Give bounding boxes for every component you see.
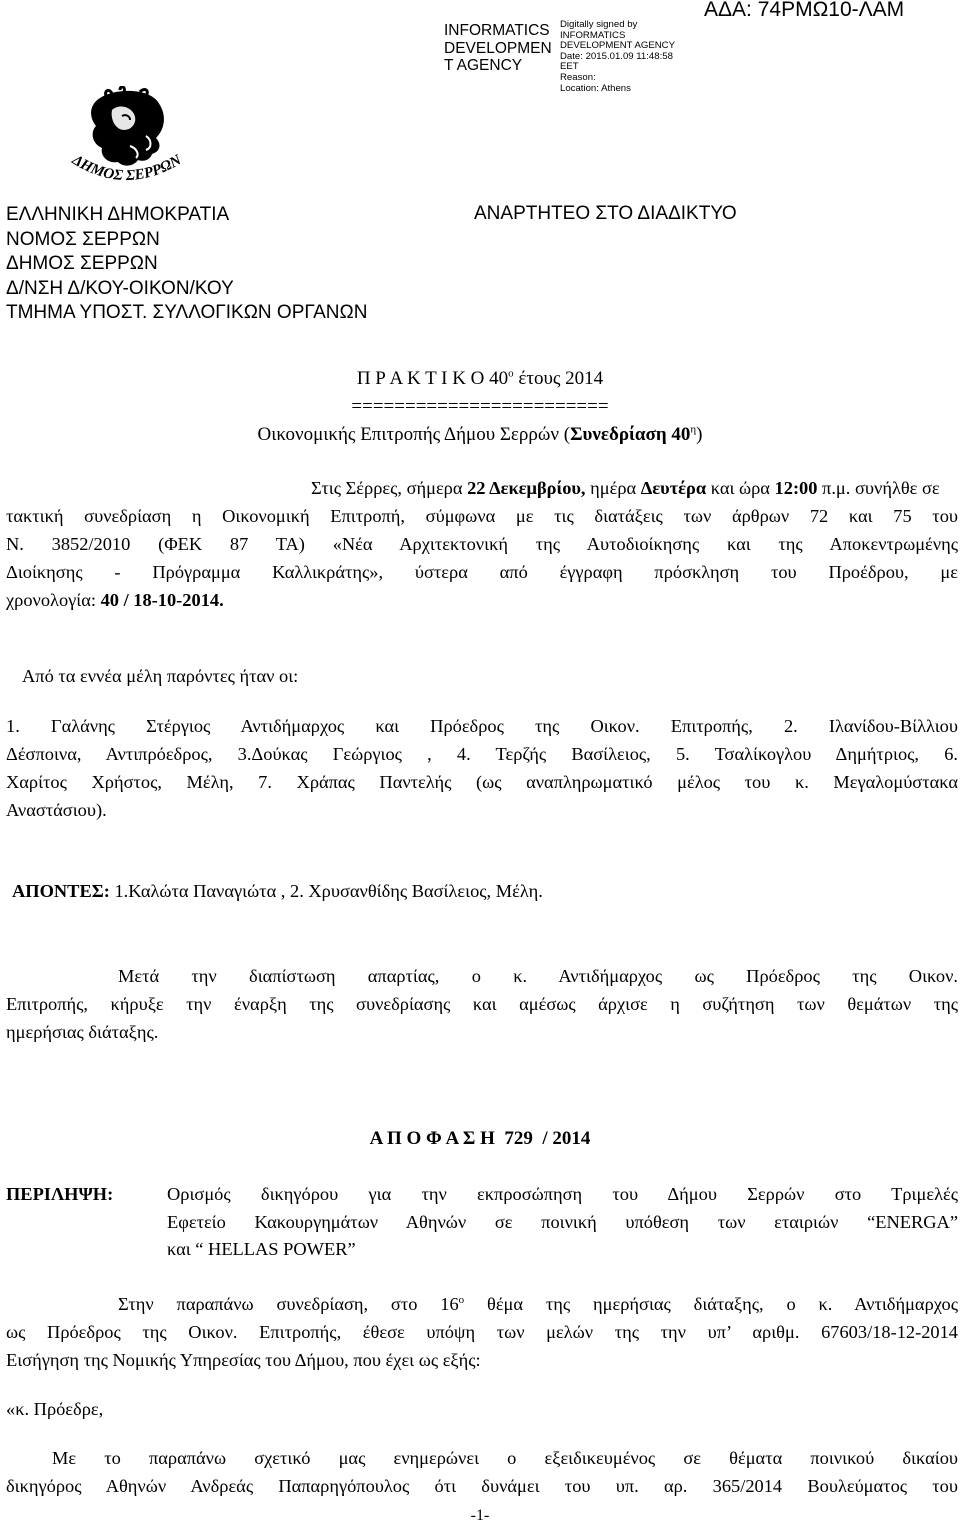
body-text: Στην παραπάνω συνεδρίαση, στο 16: [118, 1294, 459, 1314]
intro-line-2: τακτική συνεδρίαση η Οικονομική Επιτροπή, σύμφωνα με τις διατάξεις των άρθρων 72 και 75 του: [6, 506, 958, 526]
issuer-block: [6, 203, 367, 326]
body-text: θέμα της ημερήσιας διάταξης, ο κ. Αντιδήμαρχος: [464, 1294, 958, 1314]
invitation-ref: 40 / 18-10-2014.: [100, 590, 224, 610]
title-prefix: Π Ρ Α Κ Τ Ι Κ Ο 40: [356, 368, 509, 389]
absent-line: [12, 881, 543, 902]
minutes-title: [0, 368, 960, 390]
session-suffix: ): [696, 424, 703, 445]
summary-line: και “ HELLAS POWER”: [167, 1239, 356, 1259]
signature-detail: INFORMATICS: [560, 29, 626, 41]
intro-text: π.μ. συνήλθε σε: [817, 478, 940, 498]
logo-text-arc: [60, 154, 192, 194]
summary-line: Εφετείο Κακουργημάτων Αθηνών σε ποινική υπόθεση των εταιριών “ENERGA”: [167, 1212, 958, 1232]
meeting-time: 12:00: [774, 478, 818, 498]
session-prefix: Οικονομικής Επιτροπής Δήμου Σερρών (: [257, 424, 571, 445]
present-intro: Από τα εννέα μέλη παρόντες ήταν οι:: [22, 666, 299, 686]
signer-name: [444, 22, 552, 75]
salutation: «κ. Πρόεδρε,: [6, 1399, 104, 1419]
signer-name-line: INFORMATICS: [444, 22, 550, 39]
intro-text: ημέρα: [585, 478, 641, 498]
intro-line-1: [6, 478, 958, 499]
publish-notice: ΑΝΑΡΤΗΤΕΟ ΣΤΟ ΔΙΑΔΙΚΤΥΟ: [474, 203, 737, 224]
report-line: Με το παραπάνω σχετικό μας ενημερώνει ο εξειδικευμένος σε θέματα ποινικού δικαίου: [52, 1448, 958, 1468]
body-line-3: Εισήγηση της Νομικής Υπηρεσίας του Δήμου, που έχει ως εξής:: [6, 1350, 481, 1370]
municipality-logo: [60, 86, 192, 194]
signature-detail: DEVELOPMENT AGENCY: [560, 40, 675, 52]
meeting-date: 22 Δεκεμβρίου,: [467, 478, 586, 498]
issuer-line: Δ/ΝΣΗ Δ/ΚΟΥ-ΟΙΚΟΝ/ΚΟΥ: [6, 277, 234, 299]
signature-detail: Date: 2015.01.09 11:48:58: [560, 50, 673, 62]
present-line: 1. Γαλάνης Στέργιος Αντιδήμαρχος και Πρόεδρος της Οικον. Επιτροπής, 2. Ιλανίδου-Βίλλιου: [6, 716, 958, 736]
present-line: Χαρίτος Χρήστος, Μέλη, 7. Χράπας Παντελής (ως αναπληρωματικό μέλος του κ. Μεγαλομύστακα: [6, 772, 958, 792]
body-line-2: ως Πρόεδρος της Οικον. Επιτροπής, έθεσε υπόψη των μελών της την υπ’ αριθμ. 67603/18-12-2014: [6, 1322, 958, 1342]
issuer-line: ΤΜΗΜΑ ΥΠΟΣΤ. ΣΥΛΛΟΓΙΚΩΝ ΟΡΓΑΝΩΝ: [6, 302, 368, 323]
present-line: Αναστάσιου).: [6, 800, 107, 820]
page-number: -1-: [470, 1507, 490, 1524]
issuer-line: ΝΟΜΟΣ ΣΕΡΡΩΝ: [6, 228, 160, 250]
summary-line: Ορισμός δικηγόρου για την εκπροσώπηση του Δήμου Σερρών στο Τριμελές: [167, 1184, 958, 1204]
intro-text: και ώρα: [706, 478, 775, 498]
intro-text: Στις Σέρρες, σήμερα: [311, 478, 468, 498]
signer-name-line: DEVELOPMEN: [444, 39, 552, 57]
title-rule: ========================: [351, 396, 609, 417]
quorum-line: Επιτροπής, κήρυξε την έναρξη της συνεδρίασης και αμέσως άρχισε η συζήτηση των θεμάτων της: [6, 994, 958, 1014]
absent-label: ΑΠΟΝΤΕΣ:: [12, 881, 110, 901]
intro-text: χρονολογία:: [6, 590, 101, 610]
signature-details: [560, 20, 675, 94]
title-sup: ο: [508, 367, 514, 380]
present-line: Δέσποινα, Αντιπρόεδρος, 3.Δούκας Γεώργιος , 4. Τερζής Βασίλειος, 5. Τσαλίκογλου Δημήτριος, 6.: [6, 744, 958, 764]
report-line: δικηγόρος Αθηνών Ανδρεάς Παπαρηγόπουλος ότι δυνάμει του υπ. αρ. 365/2014 Βουλεύματος του: [6, 1476, 958, 1496]
quorum-line: Μετά την διαπίστωση απαρτίας, ο κ. Αντιδήμαρχος ως Πρόεδρος της Οικον.: [118, 966, 958, 986]
body-line-1: [118, 1294, 958, 1315]
intro-line-5: [6, 590, 958, 611]
session-line: [0, 424, 960, 446]
intro-line-4: Διοίκησης - Πρόγραμμα Καλλικράτης», ύστερα από έγγραφη πρόσκληση του Προέδρου, με: [6, 562, 958, 582]
signature-detail: Digitally signed by: [560, 19, 638, 30]
issuer-line: ΔΗΜΟΣ ΣΕΡΡΩΝ: [6, 253, 158, 274]
signature-detail: EET: [560, 61, 579, 73]
svg-text:ΔΗΜΟΣ ΣΕΡΡΩΝ: [68, 154, 185, 184]
summary-label: ΠΕΡΙΛΗΨΗ:: [6, 1184, 114, 1204]
signature-detail: Location: Athens: [560, 82, 631, 94]
signer-name-line: T AGENCY: [444, 57, 523, 74]
ada-code: ΑΔΑ: 74ΡΜΩ10-ΛΑΜ: [704, 0, 905, 21]
session-sup: η: [690, 423, 697, 436]
logo-text: ΔΗΜΟΣ ΣΕΡΡΩΝ: [69, 154, 185, 185]
issuer-line: ΕΛΛΗΝΙΚΗ ΔΗΜΟΚΡΑΤΙΑ: [6, 204, 230, 225]
quorum-line: ημερήσιας διάταξης.: [6, 1022, 159, 1042]
session-number: Συνεδρίαση 40: [570, 424, 691, 445]
meeting-day: Δευτέρα: [640, 478, 707, 498]
signature-detail: Reason:: [560, 71, 596, 83]
absent-members: 1.Καλώτα Παναγιώτα , 2. Χρυσανθίδης Βασίλειος, Μέλη.: [109, 881, 543, 901]
intro-line-3: Ν. 3852/2010 (ΦΕΚ 87 ΤΑ) «Νέα Αρχιτεκτονική της Αυτοδιοίκησης και της Αποκεντρωμένης: [6, 534, 958, 554]
decision-title: Α Π Ο Φ Α Σ Η 729 / 2014: [369, 1128, 591, 1149]
body-sup: ο: [458, 1293, 465, 1306]
title-suffix: έτους 2014: [513, 368, 604, 389]
